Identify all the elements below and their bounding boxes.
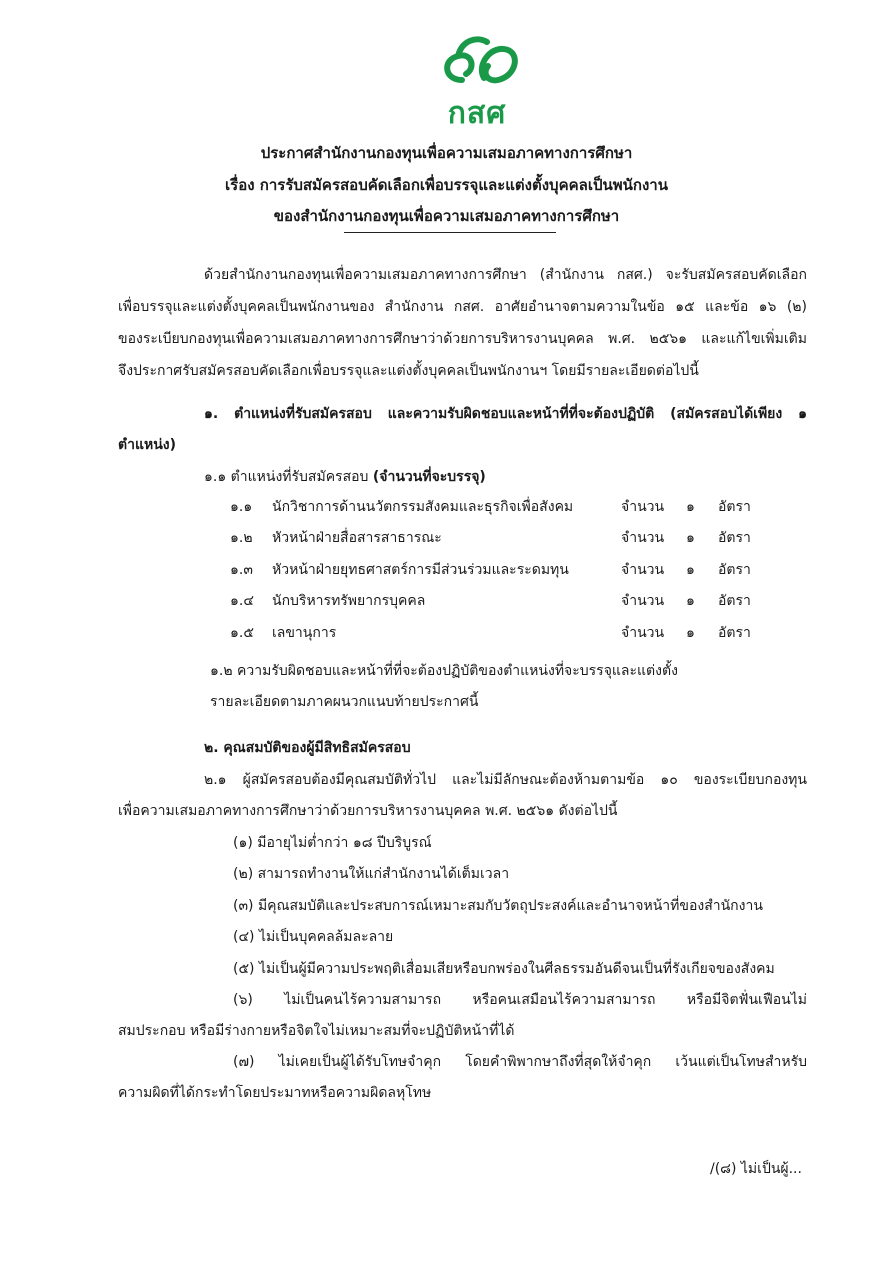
section1-heading-cont: ตำแหน่ง) xyxy=(118,437,177,453)
subsection-1-1-heading xyxy=(204,466,486,488)
subsection-1-1-label: ๑.๑ ตำแหน่งที่รับสมัครสอบ xyxy=(204,469,373,485)
announcement-subject-cont: ของสำนักงานกองทุนเพื่อความเสมอภาคทางการศึกษา xyxy=(273,207,620,225)
position-number: ๑.๔ xyxy=(230,593,254,609)
position-name: นักวิชาการด้านนวัตกรรมสังคมและธุรกิจเพื่อสังคม xyxy=(272,499,574,515)
position-number: ๑.๑ xyxy=(230,499,253,515)
quantity-label: จำนวน xyxy=(621,499,665,515)
section2-heading: ๒. คุณสมบัติของผู้มีสิทธิสมัครสอบ xyxy=(204,740,411,756)
quantity-label: จำนวน xyxy=(621,625,665,641)
ef-swirl-logo-icon xyxy=(432,30,522,90)
subsection-2-1: ๒.๑ ผู้สมัครสอบต้องมีคุณสมบัติทั่วไป และไม่มีลักษณะต้องห้ามตามข้อ ๑๐ ของระเบียบกองทุน xyxy=(204,772,807,788)
quantity-unit: อัตรา xyxy=(718,625,751,641)
subsection-1-2-cont: รายละเอียดตามภาคผนวกแนบท้ายประกาศนี้ xyxy=(210,694,479,710)
intro-line: ของระเบียบกองทุนเพื่อความเสมอภาคทางการศึกษาว่าด้วยการบริหารงานบุคคล พ.ศ. ๒๕๖๑ และแก้ไขเพิ่มเติม xyxy=(118,331,807,347)
announcement-subject: เรื่อง การรับสมัครสอบคัดเลือกเพื่อบรรจุและแต่งตั้งบุคคลเป็นพนักงาน xyxy=(225,176,668,194)
position-name: หัวหน้าฝ่ายยุทธศาสตร์การมีส่วนร่วมและระดมทุน xyxy=(272,562,569,578)
position-number: ๑.๒ xyxy=(230,530,253,546)
announcement-title: ประกาศสำนักงานกองทุนเพื่อความเสมอภาคทางการศึกษา xyxy=(260,144,633,162)
subsection-1-1-note: (จำนวนที่จะบรรจุ) xyxy=(372,469,486,485)
position-name: หัวหน้าฝ่ายสื่อสารสาธารณะ xyxy=(272,530,442,546)
quantity-unit: อัตรา xyxy=(718,562,751,578)
list-item: (๑) มีอายุไม่ต่ำกว่า ๑๘ ปีบริบูรณ์ xyxy=(233,835,432,851)
intro-line: จึงประกาศรับสมัครสอบคัดเลือกเพื่อบรรจุและแต่งตั้งบุคคลเป็นพนักงานฯ โดยมีรายละเอียดต่อไปนี้ xyxy=(118,363,699,379)
organization-logo xyxy=(432,30,522,130)
qualification-7-cont: ความผิดที่ได้กระทำโดยประมาทหรือความผิดลหุโทษ xyxy=(118,1085,432,1101)
quantity-value: ๑ xyxy=(686,593,695,609)
quantity-unit: อัตรา xyxy=(718,530,751,546)
quantity-value: ๑ xyxy=(686,562,695,578)
quantity-label: จำนวน xyxy=(621,593,665,609)
list-item: (๔) ไม่เป็นบุคคลล้มละลาย xyxy=(233,929,394,945)
qualification-7: (๗) ไม่เคยเป็นผู้ได้รับโทษจำคุก โดยคำพิพากษาถึงที่สุดให้จำคุก เว้นแต่เป็นโทษสำหรับ xyxy=(233,1054,807,1070)
subsection-2-1-cont: เพื่อความเสมอภาคทางการศึกษาว่าด้วยการบริหารงานบุคคล พ.ศ. ๒๕๖๑ ดังต่อไปนี้ xyxy=(118,803,618,819)
quantity-value: ๑ xyxy=(686,499,695,515)
qualification-6: (๖) ไม่เป็นคนไร้ความสามารถ หรือคนเสมือนไร้ความสามารถ หรือมีจิตฟั่นเฟือนไม่ xyxy=(233,992,807,1008)
list-item: (๒) สามารถทำงานให้แก่สำนักงานได้เต็มเวลา xyxy=(233,866,510,882)
intro-line: ด้วยสำนักงานกองทุนเพื่อความเสมอภาคทางการศึกษา (สำนักงาน กสศ.) จะรับสมัครสอบคัดเลือก xyxy=(204,267,807,283)
section1-heading: ๑. ตำแหน่งที่รับสมัครสอบ และความรับผิดชอบและหน้าที่ที่จะต้องปฏิบัติ (สมัครสอบได้เพียง ๑ xyxy=(204,406,807,422)
quantity-label: จำนวน xyxy=(621,530,665,546)
qualification-6-cont: สมประกอบ หรือมีร่างกายหรือจิตใจไม่เหมาะสมที่จะปฏิบัติหน้าที่ได้ xyxy=(118,1023,515,1039)
position-number: ๑.๓ xyxy=(230,562,253,578)
list-item: (๓) มีคุณสมบัติและประสบการณ์เหมาะสมกับวัตถุประสงค์และอำนาจหน้าที่ของสำนักงาน xyxy=(233,898,763,914)
intro-line: เพื่อบรรจุและแต่งตั้งบุคคลเป็นพนักงานของ สำนักงาน กสศ. อาศัยอำนาจตามความในข้อ ๑๕ และข้อ ๑๖ (๒) xyxy=(118,299,807,315)
quantity-label: จำนวน xyxy=(621,562,665,578)
quantity-unit: อัตรา xyxy=(718,593,751,609)
list-item: (๕) ไม่เป็นผู้มีความประพฤติเสื่อมเสียหรือบกพร่องในศีลธรรมอันดีจนเป็นที่รังเกียจของสังคม xyxy=(233,961,775,977)
position-name: เลขานุการ xyxy=(272,625,337,641)
logo-wordmark: กสศ xyxy=(447,96,507,131)
position-name: นักบริหารทรัพยากรบุคคล xyxy=(272,593,426,609)
subsection-1-2: ๑.๒ ความรับผิดชอบและหน้าที่ที่จะต้องปฏิบัติของตำแหน่งที่จะบรรจุและแต่งตั้ง xyxy=(210,663,678,679)
position-number: ๑.๕ xyxy=(230,625,254,641)
page-continuation: /(๘) ไม่เป็นผู้... xyxy=(710,1161,802,1177)
quantity-value: ๑ xyxy=(686,530,695,546)
title-divider xyxy=(344,232,556,233)
quantity-value: ๑ xyxy=(686,625,695,641)
quantity-unit: อัตรา xyxy=(718,499,751,515)
